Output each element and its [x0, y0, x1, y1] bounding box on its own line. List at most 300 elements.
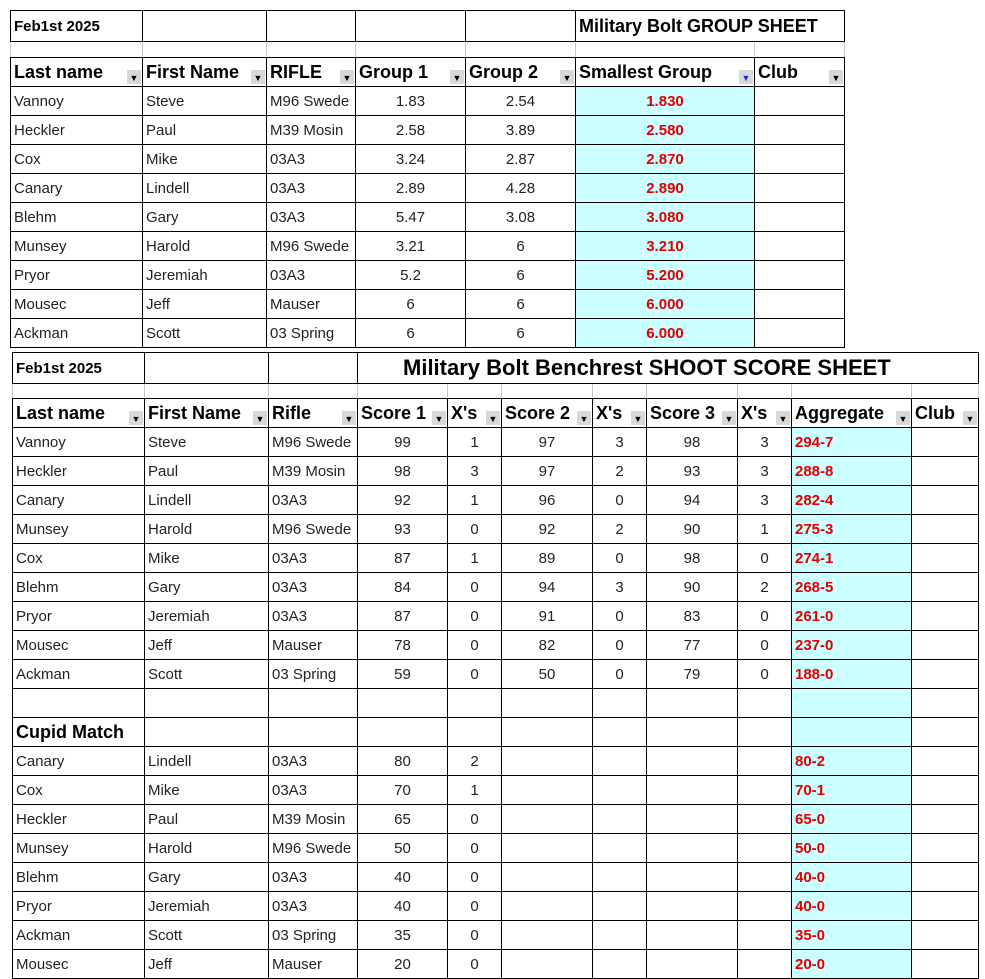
cell-last-name[interactable]: Heckler: [11, 116, 143, 145]
cell-x-s[interactable]: 0: [448, 515, 502, 544]
cell-club[interactable]: [755, 261, 845, 290]
cell-score-2[interactable]: 89: [502, 544, 593, 573]
cell-x-s[interactable]: 1: [448, 544, 502, 573]
cell-club[interactable]: [755, 87, 845, 116]
cell-first-name[interactable]: Paul: [145, 457, 269, 486]
empty-cell[interactable]: [912, 384, 979, 399]
cell-rifle[interactable]: 03A3: [267, 203, 356, 232]
filter-dropdown-icon[interactable]: ▼: [129, 411, 143, 425]
cell-rifle[interactable]: M96 Swede: [269, 834, 358, 863]
cell-x-s[interactable]: 0: [738, 660, 792, 689]
cell-rifle[interactable]: 03A3: [267, 261, 356, 290]
empty-cell[interactable]: [145, 718, 269, 747]
empty-cell[interactable]: [269, 384, 358, 399]
cell-last-name[interactable]: Pryor: [11, 261, 143, 290]
cell-last-name[interactable]: Ackman: [13, 660, 145, 689]
cell-score-1[interactable]: 40: [358, 863, 448, 892]
cell-last-name[interactable]: Ackman: [13, 921, 145, 950]
cell-club[interactable]: [755, 232, 845, 261]
cell-aggregate[interactable]: 35-0: [792, 921, 912, 950]
filter-dropdown-icon[interactable]: ▼: [432, 411, 446, 425]
cell-aggregate[interactable]: 275-3: [792, 515, 912, 544]
cell-score-1[interactable]: 87: [358, 602, 448, 631]
cell-x-s[interactable]: 3: [738, 428, 792, 457]
cell-x-s[interactable]: [738, 950, 792, 979]
cell-first-name[interactable]: Harold: [145, 834, 269, 863]
cell-group-2[interactable]: 6: [466, 261, 576, 290]
empty-cell[interactable]: [502, 718, 593, 747]
cell-first-name[interactable]: Harold: [145, 515, 269, 544]
empty-cell[interactable]: [448, 718, 502, 747]
empty-cell[interactable]: [576, 42, 755, 58]
cell-group-2[interactable]: 6: [466, 319, 576, 348]
empty-cell[interactable]: [269, 353, 358, 384]
cell-x-s[interactable]: 3: [738, 486, 792, 515]
cell-first-name[interactable]: Jeremiah: [143, 261, 267, 290]
cell-rifle[interactable]: 03A3: [269, 573, 358, 602]
cell-last-name[interactable]: Canary: [13, 747, 145, 776]
cell-club[interactable]: [755, 174, 845, 203]
cell-club[interactable]: [912, 660, 979, 689]
cell-score-1[interactable]: 20: [358, 950, 448, 979]
column-header-group-2[interactable]: [466, 58, 576, 87]
cell-last-name[interactable]: Munsey: [13, 834, 145, 863]
cell-aggregate[interactable]: 50-0: [792, 834, 912, 863]
cell-first-name[interactable]: Gary: [145, 863, 269, 892]
cell-first-name[interactable]: Steve: [145, 428, 269, 457]
cell-smallest-group[interactable]: 2.890: [576, 174, 755, 203]
cell-last-name[interactable]: Cox: [11, 145, 143, 174]
empty-cell[interactable]: [269, 689, 358, 718]
cell-group-1[interactable]: 5.2: [356, 261, 466, 290]
cell-last-name[interactable]: Mousec: [13, 950, 145, 979]
empty-cell[interactable]: [143, 42, 267, 58]
cell-x-s[interactable]: 0: [593, 544, 647, 573]
cell-smallest-group[interactable]: 6.000: [576, 290, 755, 319]
cell-group-1[interactable]: 6: [356, 319, 466, 348]
cell-group-1[interactable]: 6: [356, 290, 466, 319]
cell-club[interactable]: [755, 203, 845, 232]
cell-aggregate[interactable]: 261-0: [792, 602, 912, 631]
cell-score-2[interactable]: [502, 805, 593, 834]
cell-score-2[interactable]: 96: [502, 486, 593, 515]
cell-x-s[interactable]: 0: [448, 660, 502, 689]
column-header-group-1[interactable]: [356, 58, 466, 87]
column-header-club[interactable]: [755, 58, 845, 87]
cell-first-name[interactable]: Jeremiah: [145, 602, 269, 631]
cell-x-s[interactable]: 3: [593, 573, 647, 602]
cell-first-name[interactable]: Jeremiah: [145, 892, 269, 921]
cell-last-name[interactable]: Blehm: [11, 203, 143, 232]
cell-last-name[interactable]: Blehm: [13, 573, 145, 602]
empty-cell[interactable]: [466, 11, 576, 42]
cell-score-3[interactable]: 90: [647, 515, 738, 544]
cell-group-2[interactable]: 6: [466, 232, 576, 261]
filter-dropdown-icon[interactable]: ▼: [896, 411, 910, 425]
cell-last-name[interactable]: Heckler: [13, 457, 145, 486]
cell-score-2[interactable]: [502, 950, 593, 979]
column-header-score-2[interactable]: [502, 399, 593, 428]
cell-x-s[interactable]: [593, 863, 647, 892]
filter-dropdown-icon[interactable]: ▼: [253, 411, 267, 425]
cell-rifle[interactable]: Mauser: [269, 631, 358, 660]
cell-score-1[interactable]: 80: [358, 747, 448, 776]
cell-first-name[interactable]: Mike: [145, 776, 269, 805]
cell-first-name[interactable]: Mike: [143, 145, 267, 174]
column-header-x-s[interactable]: [448, 399, 502, 428]
cell-x-s[interactable]: [738, 776, 792, 805]
sheet-date[interactable]: Feb1st 2025: [11, 11, 143, 42]
cell-first-name[interactable]: Scott: [143, 319, 267, 348]
cell-rifle[interactable]: 03A3: [269, 544, 358, 573]
cell-aggregate[interactable]: 40-0: [792, 892, 912, 921]
empty-cell[interactable]: [593, 689, 647, 718]
cell-x-s[interactable]: 1: [448, 776, 502, 805]
cell-group-1[interactable]: 5.47: [356, 203, 466, 232]
cell-x-s[interactable]: 3: [738, 457, 792, 486]
cell-score-2[interactable]: 91: [502, 602, 593, 631]
cell-last-name[interactable]: Ackman: [11, 319, 143, 348]
cell-club[interactable]: [912, 486, 979, 515]
cell-rifle[interactable]: 03A3: [269, 486, 358, 515]
filter-dropdown-icon[interactable]: ▼: [251, 70, 265, 84]
column-header-aggregate[interactable]: [792, 399, 912, 428]
cell-last-name[interactable]: Munsey: [13, 515, 145, 544]
empty-cell[interactable]: [738, 718, 792, 747]
cell-x-s[interactable]: 2: [593, 457, 647, 486]
cell-smallest-group[interactable]: 2.580: [576, 116, 755, 145]
empty-cell[interactable]: [647, 718, 738, 747]
cell-club[interactable]: [912, 776, 979, 805]
cell-rifle[interactable]: M39 Mosin: [269, 457, 358, 486]
cell-first-name[interactable]: Scott: [145, 921, 269, 950]
cell-x-s[interactable]: 0: [448, 834, 502, 863]
empty-cell[interactable]: [792, 689, 912, 718]
cell-club[interactable]: [912, 544, 979, 573]
cell-last-name[interactable]: Heckler: [13, 805, 145, 834]
cell-club[interactable]: [912, 573, 979, 602]
cell-rifle[interactable]: 03A3: [269, 602, 358, 631]
cell-club[interactable]: [912, 921, 979, 950]
sheet-title[interactable]: Military Bolt GROUP SHEET: [576, 11, 845, 42]
cell-score-2[interactable]: [502, 834, 593, 863]
column-header-rifle[interactable]: [267, 58, 356, 87]
cell-x-s[interactable]: [738, 805, 792, 834]
cell-rifle[interactable]: 03 Spring: [269, 921, 358, 950]
cell-x-s[interactable]: 0: [593, 660, 647, 689]
cell-x-s[interactable]: 1: [738, 515, 792, 544]
cell-last-name[interactable]: Canary: [13, 486, 145, 515]
cell-score-2[interactable]: 94: [502, 573, 593, 602]
cell-club[interactable]: [912, 747, 979, 776]
cell-first-name[interactable]: Steve: [143, 87, 267, 116]
column-header-smallest-group[interactable]: [576, 58, 755, 87]
cell-club[interactable]: [912, 631, 979, 660]
column-header-score-3[interactable]: [647, 399, 738, 428]
cell-club[interactable]: [912, 515, 979, 544]
cell-score-1[interactable]: 99: [358, 428, 448, 457]
cell-x-s[interactable]: 0: [448, 921, 502, 950]
cell-x-s[interactable]: 0: [738, 631, 792, 660]
empty-cell[interactable]: [448, 689, 502, 718]
cell-rifle[interactable]: 03 Spring: [267, 319, 356, 348]
cell-x-s[interactable]: [593, 921, 647, 950]
cell-x-s[interactable]: 0: [448, 573, 502, 602]
cell-x-s[interactable]: [593, 776, 647, 805]
cell-aggregate[interactable]: 282-4: [792, 486, 912, 515]
empty-cell[interactable]: [448, 384, 502, 399]
cell-score-1[interactable]: 59: [358, 660, 448, 689]
empty-cell[interactable]: [792, 718, 912, 747]
cell-rifle[interactable]: M39 Mosin: [269, 805, 358, 834]
cell-last-name[interactable]: Mousec: [13, 631, 145, 660]
filter-dropdown-icon[interactable]: ▼: [577, 411, 591, 425]
cell-score-3[interactable]: 79: [647, 660, 738, 689]
cell-last-name[interactable]: Pryor: [13, 602, 145, 631]
cell-group-2[interactable]: 2.54: [466, 87, 576, 116]
empty-cell[interactable]: [358, 384, 448, 399]
cell-score-3[interactable]: 98: [647, 428, 738, 457]
cell-group-2[interactable]: 6: [466, 290, 576, 319]
cell-smallest-group[interactable]: 3.080: [576, 203, 755, 232]
cell-first-name[interactable]: Harold: [143, 232, 267, 261]
cell-first-name[interactable]: Lindell: [145, 747, 269, 776]
filter-dropdown-icon[interactable]: ▼: [560, 70, 574, 84]
cell-x-s[interactable]: [738, 892, 792, 921]
cell-x-s[interactable]: [738, 921, 792, 950]
cell-x-s[interactable]: [593, 950, 647, 979]
cell-score-3[interactable]: 93: [647, 457, 738, 486]
cell-score-1[interactable]: 40: [358, 892, 448, 921]
cell-last-name[interactable]: Pryor: [13, 892, 145, 921]
cell-x-s[interactable]: 0: [593, 486, 647, 515]
cell-group-2[interactable]: 3.89: [466, 116, 576, 145]
cell-x-s[interactable]: 0: [448, 863, 502, 892]
cell-score-3[interactable]: [647, 805, 738, 834]
filter-dropdown-icon[interactable]: ▼: [342, 411, 356, 425]
cell-score-1[interactable]: 92: [358, 486, 448, 515]
cell-x-s[interactable]: [738, 747, 792, 776]
cell-group-1[interactable]: 3.21: [356, 232, 466, 261]
cell-score-2[interactable]: [502, 921, 593, 950]
cell-last-name[interactable]: Blehm: [13, 863, 145, 892]
cell-x-s[interactable]: 1: [448, 428, 502, 457]
cell-rifle[interactable]: 03A3: [267, 145, 356, 174]
cell-score-2[interactable]: 50: [502, 660, 593, 689]
cell-score-2[interactable]: 97: [502, 457, 593, 486]
filter-dropdown-icon[interactable]: ▼: [450, 70, 464, 84]
empty-cell[interactable]: [792, 384, 912, 399]
cell-rifle[interactable]: M96 Swede: [267, 232, 356, 261]
cell-club[interactable]: [755, 290, 845, 319]
cell-club[interactable]: [912, 950, 979, 979]
cell-score-3[interactable]: 83: [647, 602, 738, 631]
cell-rifle[interactable]: 03A3: [267, 174, 356, 203]
filter-dropdown-icon[interactable]: ▼: [829, 70, 843, 84]
cell-aggregate[interactable]: 40-0: [792, 863, 912, 892]
cell-rifle[interactable]: M96 Swede: [269, 428, 358, 457]
cell-aggregate[interactable]: 20-0: [792, 950, 912, 979]
cell-first-name[interactable]: Gary: [143, 203, 267, 232]
column-header-last-name[interactable]: [11, 58, 143, 87]
cell-rifle[interactable]: 03A3: [269, 747, 358, 776]
empty-cell[interactable]: [647, 689, 738, 718]
filter-dropdown-icon[interactable]: ▼: [127, 70, 141, 84]
cell-rifle[interactable]: M96 Swede: [269, 515, 358, 544]
cell-rifle[interactable]: Mauser: [269, 950, 358, 979]
cell-score-3[interactable]: 77: [647, 631, 738, 660]
cell-first-name[interactable]: Mike: [145, 544, 269, 573]
empty-cell[interactable]: [145, 353, 269, 384]
sheet-title[interactable]: Military Bolt Benchrest SHOOT SCORE SHEET: [358, 353, 979, 384]
cell-first-name[interactable]: Lindell: [145, 486, 269, 515]
cell-x-s[interactable]: 0: [448, 631, 502, 660]
cell-aggregate[interactable]: 268-5: [792, 573, 912, 602]
cell-score-1[interactable]: 87: [358, 544, 448, 573]
cell-group-1[interactable]: 2.89: [356, 174, 466, 203]
column-header-first-name[interactable]: [145, 399, 269, 428]
cell-x-s[interactable]: 0: [593, 631, 647, 660]
cell-smallest-group[interactable]: 2.870: [576, 145, 755, 174]
empty-cell[interactable]: [738, 384, 792, 399]
empty-cell[interactable]: [145, 384, 269, 399]
cell-x-s[interactable]: 0: [448, 602, 502, 631]
column-header-first-name[interactable]: [143, 58, 267, 87]
cell-score-1[interactable]: 84: [358, 573, 448, 602]
cell-first-name[interactable]: Paul: [145, 805, 269, 834]
cell-club[interactable]: [912, 805, 979, 834]
cell-score-1[interactable]: 78: [358, 631, 448, 660]
cell-club[interactable]: [912, 457, 979, 486]
empty-cell[interactable]: [502, 384, 593, 399]
empty-cell[interactable]: [356, 42, 466, 58]
empty-cell[interactable]: [358, 718, 448, 747]
filter-dropdown-icon[interactable]: ▼: [722, 411, 736, 425]
cell-last-name[interactable]: Vannoy: [11, 87, 143, 116]
filter-dropdown-icon[interactable]: ▼: [739, 70, 753, 84]
cell-score-3[interactable]: [647, 892, 738, 921]
cell-x-s[interactable]: [738, 834, 792, 863]
cell-first-name[interactable]: Jeff: [145, 631, 269, 660]
column-header-x-s[interactable]: [738, 399, 792, 428]
cell-rifle[interactable]: 03 Spring: [269, 660, 358, 689]
cell-score-3[interactable]: [647, 950, 738, 979]
cell-aggregate[interactable]: 65-0: [792, 805, 912, 834]
cell-smallest-group[interactable]: 1.830: [576, 87, 755, 116]
cell-score-2[interactable]: 92: [502, 515, 593, 544]
empty-cell[interactable]: [593, 384, 647, 399]
sheet-date[interactable]: Feb1st 2025: [13, 353, 145, 384]
cell-club[interactable]: [755, 145, 845, 174]
cell-last-name[interactable]: Cox: [13, 544, 145, 573]
cell-last-name[interactable]: Cox: [13, 776, 145, 805]
cell-score-2[interactable]: [502, 892, 593, 921]
cell-x-s[interactable]: [593, 892, 647, 921]
cell-aggregate[interactable]: 274-1: [792, 544, 912, 573]
filter-dropdown-icon[interactable]: ▼: [776, 411, 790, 425]
cell-group-2[interactable]: 4.28: [466, 174, 576, 203]
cell-rifle[interactable]: M96 Swede: [267, 87, 356, 116]
filter-dropdown-icon[interactable]: ▼: [340, 70, 354, 84]
cell-aggregate[interactable]: 188-0: [792, 660, 912, 689]
empty-cell[interactable]: [356, 11, 466, 42]
empty-cell[interactable]: [593, 718, 647, 747]
cell-x-s[interactable]: 2: [593, 515, 647, 544]
cell-score-3[interactable]: [647, 921, 738, 950]
cell-x-s[interactable]: 0: [738, 544, 792, 573]
cell-last-name[interactable]: Vannoy: [13, 428, 145, 457]
cell-x-s[interactable]: [738, 863, 792, 892]
cell-club[interactable]: [755, 116, 845, 145]
empty-cell[interactable]: [502, 689, 593, 718]
cell-score-1[interactable]: 35: [358, 921, 448, 950]
empty-cell[interactable]: [358, 689, 448, 718]
empty-cell[interactable]: [145, 689, 269, 718]
cell-x-s[interactable]: 0: [448, 892, 502, 921]
cell-score-2[interactable]: [502, 863, 593, 892]
cell-rifle[interactable]: 03A3: [269, 776, 358, 805]
cell-rifle[interactable]: 03A3: [269, 863, 358, 892]
cell-score-3[interactable]: [647, 834, 738, 863]
cell-aggregate[interactable]: 70-1: [792, 776, 912, 805]
empty-cell[interactable]: [912, 689, 979, 718]
cell-club[interactable]: [912, 892, 979, 921]
cell-score-2[interactable]: 82: [502, 631, 593, 660]
cell-first-name[interactable]: Jeff: [143, 290, 267, 319]
cell-score-2[interactable]: 97: [502, 428, 593, 457]
cell-x-s[interactable]: [593, 747, 647, 776]
empty-cell[interactable]: [647, 384, 738, 399]
cell-smallest-group[interactable]: 5.200: [576, 261, 755, 290]
filter-dropdown-icon[interactable]: ▼: [963, 411, 977, 425]
cell-score-1[interactable]: 50: [358, 834, 448, 863]
empty-cell[interactable]: [143, 11, 267, 42]
empty-cell[interactable]: [13, 689, 145, 718]
cell-group-1[interactable]: 1.83: [356, 87, 466, 116]
cell-x-s[interactable]: 0: [448, 950, 502, 979]
cell-x-s[interactable]: 3: [448, 457, 502, 486]
cell-club[interactable]: [912, 834, 979, 863]
empty-cell[interactable]: [267, 42, 356, 58]
cell-first-name[interactable]: Lindell: [143, 174, 267, 203]
cell-score-1[interactable]: 65: [358, 805, 448, 834]
cell-group-1[interactable]: 3.24: [356, 145, 466, 174]
filter-dropdown-icon[interactable]: ▼: [486, 411, 500, 425]
cell-x-s[interactable]: 0: [593, 602, 647, 631]
cell-score-3[interactable]: [647, 747, 738, 776]
cell-smallest-group[interactable]: 6.000: [576, 319, 755, 348]
cell-smallest-group[interactable]: 3.210: [576, 232, 755, 261]
column-header-score-1[interactable]: [358, 399, 448, 428]
cell-first-name[interactable]: Paul: [143, 116, 267, 145]
cell-x-s[interactable]: 0: [738, 602, 792, 631]
cell-score-2[interactable]: [502, 776, 593, 805]
cell-first-name[interactable]: Jeff: [145, 950, 269, 979]
cell-score-3[interactable]: 94: [647, 486, 738, 515]
cell-score-3[interactable]: 90: [647, 573, 738, 602]
empty-cell[interactable]: [912, 718, 979, 747]
cell-x-s[interactable]: [593, 834, 647, 863]
cell-score-1[interactable]: 98: [358, 457, 448, 486]
column-header-club[interactable]: [912, 399, 979, 428]
cell-score-3[interactable]: [647, 776, 738, 805]
cell-aggregate[interactable]: 288-8: [792, 457, 912, 486]
cell-x-s[interactable]: 3: [593, 428, 647, 457]
cell-group-2[interactable]: 3.08: [466, 203, 576, 232]
cell-last-name[interactable]: Mousec: [11, 290, 143, 319]
cell-aggregate[interactable]: 294-7: [792, 428, 912, 457]
cupid-match-title[interactable]: Cupid Match: [13, 718, 145, 747]
